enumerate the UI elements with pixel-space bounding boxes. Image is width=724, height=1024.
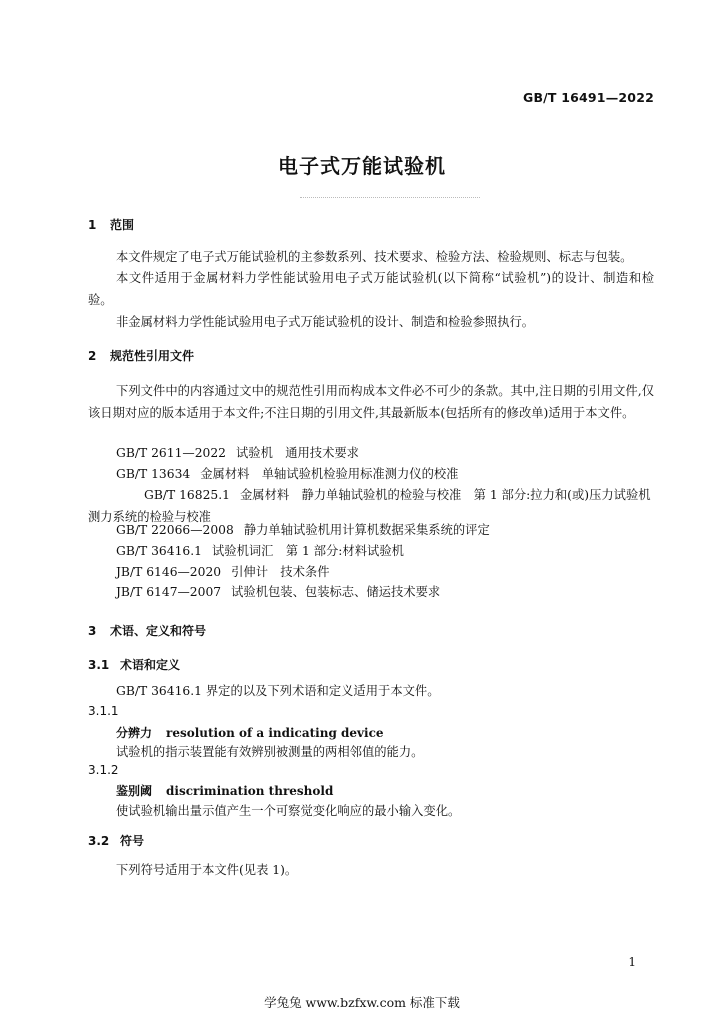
reference-code: JB/T 6146—2020 <box>116 565 222 579</box>
term-number: 3.1.2 <box>88 763 119 777</box>
term-chinese: 分辨力 <box>116 726 153 740</box>
paragraph: GB/T 36416.1 界定的以及下列术语和定义适用于本文件。 <box>116 684 440 698</box>
paragraph: 下列文件中的内容通过文中的规范性引用而构成本文件必不可少的条款。其中,注日期的引用文件,仅该日期对应的版本适用于本文件;不注日期的引用文件,其最新版本(包括所有的修改单)适用于本文件。 <box>88 384 654 420</box>
reference-code: JB/T 6147—2007 <box>116 585 222 599</box>
reference-title: 引伸计 技术条件 <box>231 565 330 579</box>
subsection-title: 符号 <box>120 834 145 848</box>
term-heading <box>116 782 333 799</box>
section-title: 规范性引用文件 <box>110 349 195 363</box>
reference-item <box>116 562 656 584</box>
section-1-heading <box>88 216 134 233</box>
reference-title: 金属材料 静力单轴试验机的检验与校准 第 1 部分:拉力和(或)压力试验机测力系统的检验与校准 <box>88 488 651 524</box>
title-divider <box>300 197 480 198</box>
term-english: discrimination threshold <box>166 784 334 798</box>
reference-title: 金属材料 单轴试验机检验用标准测力仪的校准 <box>200 467 459 481</box>
section-number: 3 <box>88 624 97 638</box>
page-number: 1 <box>628 955 636 969</box>
reference-code: GB/T 22066—2008 <box>116 523 234 537</box>
subsection-3-1-heading <box>88 656 180 673</box>
term-definition: 试验机的指示装置能有效辨别被测量的两相邻值的能力。 <box>116 745 424 759</box>
section-title: 术语、定义和符号 <box>110 624 207 638</box>
term-number: 3.1.1 <box>88 704 119 718</box>
subsection-title: 术语和定义 <box>120 658 181 672</box>
reference-code: GB/T 13634 <box>116 467 191 481</box>
footer-watermark: 学兔兔 www.bzfxw.com 标准下载 <box>264 995 460 1010</box>
paragraph: 非金属材料力学性能试验用电子式万能试验机的设计、制造和检验参照执行。 <box>116 315 535 329</box>
reference-item <box>116 443 656 465</box>
section-number: 2 <box>88 349 97 363</box>
subsection-number: 3.2 <box>88 834 110 848</box>
reference-item <box>116 582 656 604</box>
section-title: 范围 <box>110 218 135 232</box>
section-3-heading <box>88 622 206 639</box>
reference-code: GB/T 16825.1 <box>144 488 230 502</box>
reference-code: GB/T 36416.1 <box>116 544 202 558</box>
reference-title: 试验机包装、包装标志、储运技术要求 <box>231 585 441 599</box>
term-definition: 使试验机输出量示值产生一个可察觉变化响应的最小输入变化。 <box>116 804 461 818</box>
term-heading <box>116 724 384 741</box>
subsection-number: 3.1 <box>88 658 110 672</box>
paragraph: 本文件适用于金属材料力学性能试验用电子式万能试验机(以下简称“试验机”)的设计、制造和检验。 <box>88 271 654 307</box>
reference-title: 试验机 通用技术要求 <box>236 446 359 460</box>
reference-title: 试验机词汇 第 1 部分:材料试验机 <box>211 544 404 558</box>
reference-title: 静力单轴试验机用计算机数据采集系统的评定 <box>243 523 490 537</box>
term-chinese: 鉴别阈 <box>116 784 153 798</box>
paragraph: 本文件规定了电子式万能试验机的主参数系列、技术要求、检验方法、检验规则、标志与包装。 <box>116 250 633 264</box>
reference-code: GB/T 2611—2022 <box>116 446 226 460</box>
paragraph: 下列符号适用于本文件(见表 1)。 <box>116 863 298 877</box>
document-title: 电子式万能试验机 <box>278 154 446 178</box>
reference-item <box>116 520 656 542</box>
section-2-heading <box>88 347 194 364</box>
standard-code: GB/T 16491—2022 <box>522 90 654 105</box>
section-number: 1 <box>88 218 97 232</box>
reference-item <box>116 541 656 563</box>
term-english: resolution of a indicating device <box>166 726 384 740</box>
subsection-3-2-heading <box>88 832 144 849</box>
reference-item <box>116 464 656 486</box>
